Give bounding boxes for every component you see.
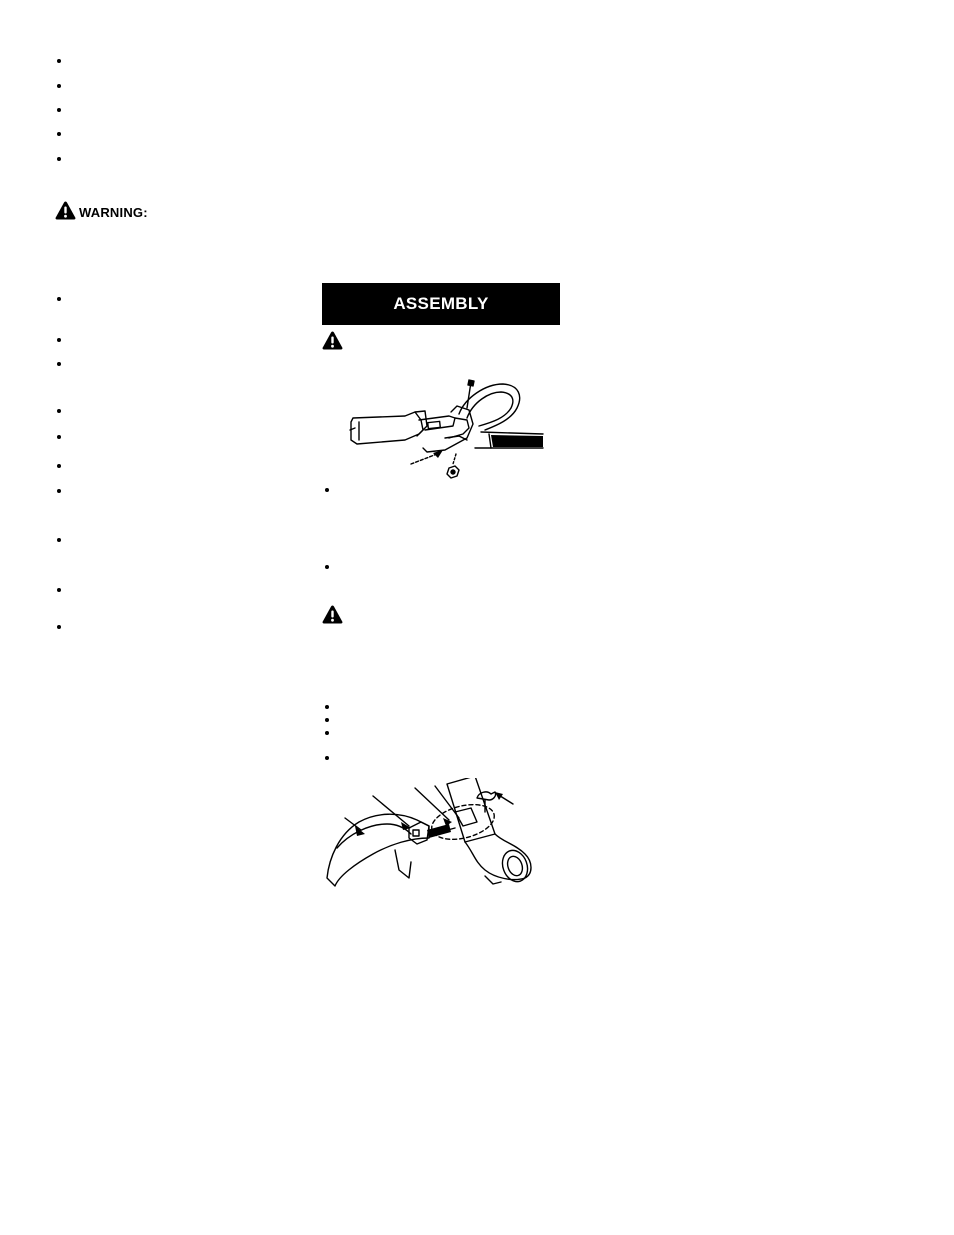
list-bullet (57, 59, 61, 63)
list-bullet (325, 488, 329, 492)
list-bullet (57, 409, 61, 413)
list-bullet (57, 464, 61, 468)
grass-deflector-illustration (325, 778, 535, 890)
list-bullet (325, 731, 329, 735)
list-bullet (57, 588, 61, 592)
list-bullet (57, 538, 61, 542)
list-bullet (57, 435, 61, 439)
list-bullet (57, 338, 61, 342)
list-bullet (57, 157, 61, 161)
list-bullet (57, 297, 61, 301)
list-bullet (57, 108, 61, 112)
list-bullet (325, 718, 329, 722)
list-bullet (57, 362, 61, 366)
list-bullet (57, 84, 61, 88)
warning-triangle-icon (322, 605, 343, 624)
list-bullet (57, 132, 61, 136)
list-bullet (325, 705, 329, 709)
handle-assembly-illustration (345, 368, 545, 483)
assembly-section-header: ASSEMBLY (322, 283, 560, 325)
warning-triangle-icon (55, 201, 76, 220)
list-bullet (57, 625, 61, 629)
list-bullet (57, 489, 61, 493)
list-bullet (325, 565, 329, 569)
warning-triangle-icon (322, 331, 343, 350)
warning-label: WARNING: (79, 205, 148, 220)
list-bullet (325, 756, 329, 760)
